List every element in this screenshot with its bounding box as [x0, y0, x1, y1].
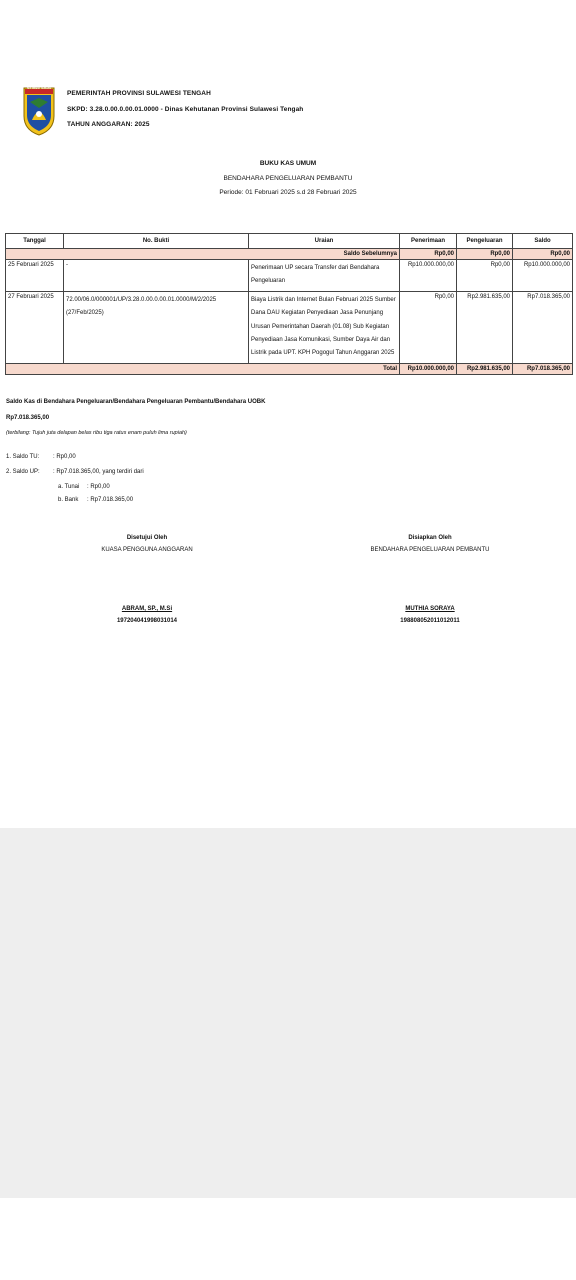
cell: Rp0,00 [457, 260, 513, 292]
col-tanggal: Tanggal [6, 234, 64, 249]
bank-value: : Rp7.018.365,00 [87, 497, 134, 503]
page-subtitle: BENDAHARA PENGELUARAN PEMBANTU [223, 175, 353, 182]
terbilang: (terbilang: Tujuh juta delapan belas ribu tiga ratus enam puluh lima rupiah) [6, 430, 187, 436]
period: Periode: 01 Februari 2025 s.d 28 Februari 2025 [219, 189, 357, 196]
saldo-tu-label: 1. Saldo TU: [6, 454, 40, 460]
tunai-value: : Rp0,00 [87, 484, 110, 490]
col-uraian: Uraian [249, 234, 400, 249]
preparer-name: MUTHIA SORAYA [405, 606, 455, 612]
cell: Rp10.000.000,00 [400, 260, 457, 292]
cash-book-table [5, 233, 573, 375]
cell: Rp0,00 [457, 249, 513, 260]
cell: 27 Februari 2025 [6, 291, 64, 363]
total-row [6, 363, 573, 374]
total-label: Total [6, 363, 400, 374]
col-penerimaan: Penerimaan [400, 234, 457, 249]
col-bukti: No. Bukti [64, 234, 249, 249]
cell: Rp7.018.365,00 [513, 291, 573, 363]
cell: - [64, 260, 249, 292]
approver-name: ABRAM, SP., M.Si [121, 606, 173, 612]
cell: Rp10.000.000,00 [513, 260, 573, 292]
crest-icon [22, 86, 56, 136]
cell: Rp2.981.635,00 [457, 363, 513, 374]
cell: Biaya Listrik dan Internet Bulan Februari 2025 Sumber Dana DAU Kegiatan Penyediaan Jasa Penunjang Urusan Pemerintahan Daerah (01.08) Sub Kegiatan Penyediaan Jasa Komunikasi, Sumber Daya Air dan Listrik pada UPT. KPH Pogogul Tahun Anggaran 2025 [249, 291, 400, 363]
summary-amount: Rp7.018.365,00 [6, 415, 50, 421]
cell: Rp0,00 [400, 291, 457, 363]
cell: Rp0,00 [400, 249, 457, 260]
fiscal-year: TAHUN ANGGARAN: 2025 [67, 121, 150, 128]
bank-label: b. Bank [58, 497, 79, 503]
skpd-line: SKPD: 3.28.0.00.0.00.01.0000 - Dinas Kehutanan Provinsi Sulawesi Tengah [67, 106, 304, 113]
preparer-nip: 198808052011012011 [400, 618, 460, 624]
saldo-tu-value: : Rp0,00 [53, 454, 76, 460]
col-pengeluaran: Pengeluaran [457, 234, 513, 249]
opening-balance-row [6, 249, 573, 260]
opening-label: Saldo Sebelumnya [6, 249, 400, 260]
cell: 25 Februari 2025 [6, 260, 64, 292]
saldo-up-value: : Rp7.018.365,00, yang terdiri dari [53, 469, 144, 475]
table-header [6, 234, 573, 249]
cell: Rp0,00 [513, 249, 573, 260]
approver-nip: 197204041998031014 [116, 618, 178, 624]
preparer-caption: Disiapkan Oleh [408, 535, 452, 541]
cell: Rp7.018.365,00 [513, 363, 573, 374]
summary-heading: Saldo Kas di Bendahara Pengeluaran/Bendahara Pengeluaran Pembantu/Bendahara UOBK [6, 399, 266, 405]
approver-caption: Disetujui Oleh [126, 535, 168, 541]
cell: Rp2.981.635,00 [457, 291, 513, 363]
saldo-up-label: 2. Saldo UP: [6, 469, 40, 475]
gov-name: PEMERINTAH PROVINSI SULAWESI TENGAH [67, 90, 211, 97]
table-row [6, 260, 573, 292]
approver-role: KUASA PENGGUNA ANGGARAN [101, 547, 193, 553]
cell: 72.00/06.0/000001/UP/3.28.0.00.0.00.01.0000/M/2/2025 (27/Feb/2025) [64, 291, 249, 363]
crest-label: SULAWESI TENGAH [26, 87, 52, 90]
cell: Penerimaan UP secara Transfer dari Bendahara Pengeluaran [249, 260, 400, 292]
cell: Rp10.000.000,00 [400, 363, 457, 374]
preparer-role: BENDAHARA PENGELUARAN PEMBANTU [370, 547, 490, 553]
table-row [6, 291, 573, 363]
page-footer-area [0, 828, 576, 1198]
tunai-label: a. Tunai [58, 484, 80, 490]
col-saldo: Saldo [513, 234, 573, 249]
page-title: BUKU KAS UMUM [259, 160, 317, 167]
